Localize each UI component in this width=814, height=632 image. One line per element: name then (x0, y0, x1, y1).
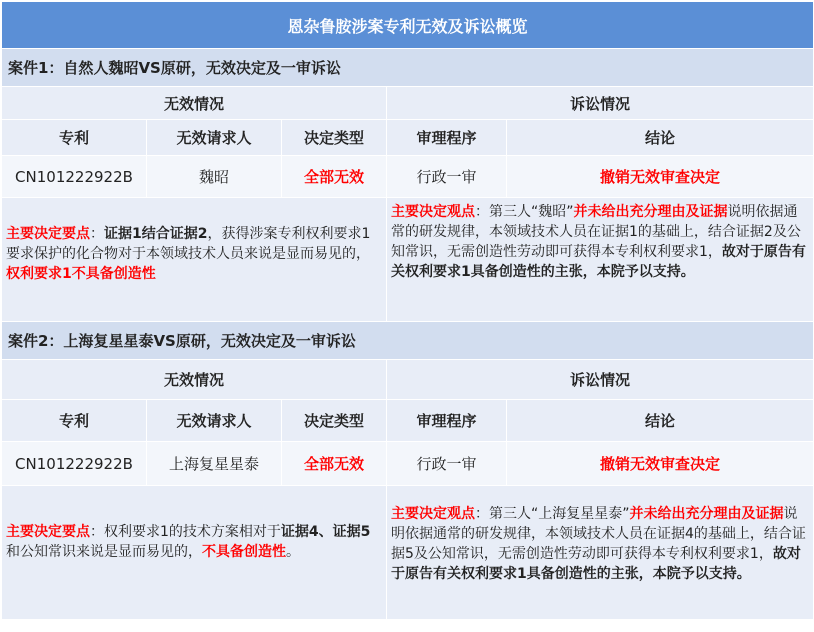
case1-decision-type: 全部无效 (282, 156, 387, 198)
case2-left-t5: 。 (286, 544, 300, 560)
case1-left-t1: ： (90, 226, 104, 242)
case1-col-decision-type: 决定类型 (282, 120, 387, 156)
case1-right-t3: 说明依据通常的研发规律，本领域技术人员在证据1的基础上，结合证据2及公知常识，无需创造性劳动即可获得本专利权利要求1， (391, 204, 801, 260)
case2-col-requester: 无效请求人 (147, 400, 282, 442)
case1-right-highlight: 并未给出充分理由及证据 (573, 204, 728, 220)
case2-right-label: 主要决定观点 (391, 506, 475, 522)
case1-title: 案件1：自然人魏昭VS原研，无效决定及一审诉讼 (2, 49, 814, 87)
case1-decision-points (2, 198, 387, 322)
case2-right-t3: 说明依据通常的研发规律，本领域技术人员在证据4的基础上，结合证据5及公知常识，无需创造性劳动即可获得本专利权利要求1， (391, 506, 806, 562)
case2-procedure: 行政一审 (387, 442, 507, 486)
case2-decision-type: 全部无效 (282, 442, 387, 486)
case1-procedure: 行政一审 (387, 156, 507, 198)
case2-court-views (387, 486, 814, 620)
case1-invalid-header: 无效情况 (2, 87, 387, 120)
case2-right-conclusion: 故对于原告有关权利要求1具备创造性的主张，本院予以支持。 (391, 546, 801, 582)
case2-decision-points (2, 486, 387, 620)
case1-conclusion: 撤销无效审查决定 (507, 156, 814, 198)
case1-court-views (387, 198, 814, 322)
case1-col-conclusion: 结论 (507, 120, 814, 156)
case2-left-label: 主要决定要点 (6, 524, 90, 540)
case2-col-conclusion: 结论 (507, 400, 814, 442)
case2-left-t3: 和公知常识来说是显而易见的， (6, 544, 202, 560)
case1-left-conclusion: 权利要求1不具备创造性 (6, 266, 156, 282)
patent-overview-table (1, 1, 814, 620)
case2-conclusion: 撤销无效审查决定 (507, 442, 814, 486)
case1-right-label: 主要决定观点 (391, 204, 475, 220)
case2-patent: CN101222922B (2, 442, 147, 486)
case2-litigation-header: 诉讼情况 (387, 360, 814, 400)
case1-left-t3: ，获得涉案专利权利要求1要求保护的化合物对于本领域技术人员来说是显而易见的， (6, 226, 371, 262)
case1-col-procedure: 审理程序 (387, 120, 507, 156)
case1-left-evidence: 证据1结合证据2 (104, 226, 208, 242)
case1-patent: CN101222922B (2, 156, 147, 198)
case2-left-evidence: 证据4、证据5 (280, 524, 371, 540)
case2-col-procedure: 审理程序 (387, 400, 507, 442)
case1-left-label: 主要决定要点 (6, 226, 90, 242)
case2-right-t1: ：第三人“上海复星星泰” (475, 506, 630, 522)
case1-col-patent: 专利 (2, 120, 147, 156)
case2-left-t1: ：权利要求1的技术方案相对于 (90, 524, 281, 540)
case2-col-patent: 专利 (2, 400, 147, 442)
case2-col-decision-type: 决定类型 (282, 400, 387, 442)
case1-litigation-header: 诉讼情况 (387, 87, 814, 120)
case1-right-t1: ：第三人“魏昭” (475, 204, 574, 220)
case2-left-conclusion: 不具备创造性 (202, 544, 286, 560)
case1-right-conclusion: 故对于原告有关权利要求1具备创造性的主张，本院予以支持。 (391, 244, 806, 280)
page-title: 恩杂鲁胺涉案专利无效及诉讼概览 (2, 2, 814, 49)
case1-col-requester: 无效请求人 (147, 120, 282, 156)
case1-requester: 魏昭 (147, 156, 282, 198)
case2-title: 案件2：上海复星星泰VS原研，无效决定及一审诉讼 (2, 322, 814, 360)
case2-right-highlight: 并未给出充分理由及证据 (629, 506, 784, 522)
case2-invalid-header: 无效情况 (2, 360, 387, 400)
case2-requester: 上海复星星泰 (147, 442, 282, 486)
